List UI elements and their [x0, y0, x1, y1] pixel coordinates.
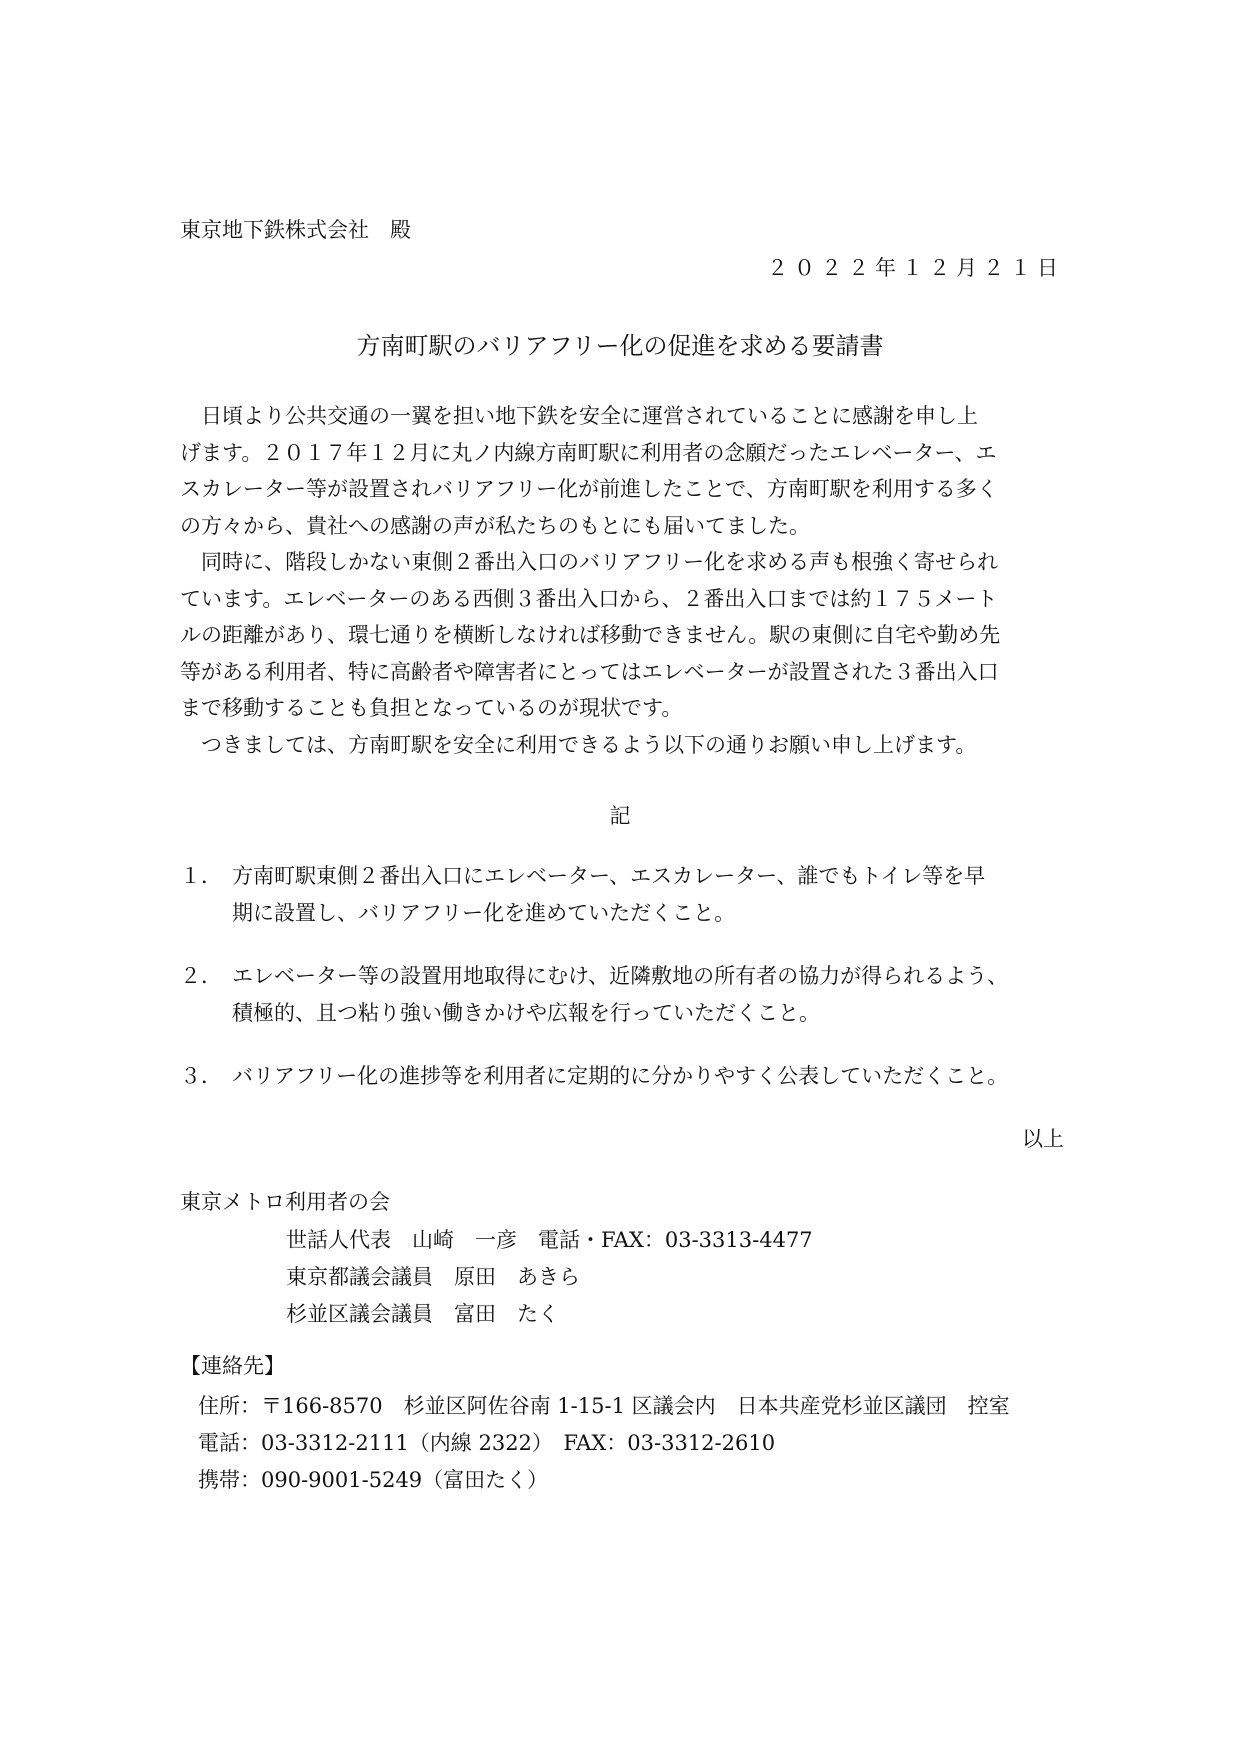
request-item-3	[180, 1058, 1064, 1095]
request-item-2	[180, 958, 1064, 1031]
closing-ijo: 以上	[1022, 1127, 1064, 1151]
item-number: ３．	[180, 1064, 222, 1088]
item-line: エレベーター等の設置用地取得にむけ、近隣敷地の所有者の協力が得られるよう、	[232, 964, 1009, 988]
member-line: 杉並区議会議員 富田 たく	[286, 1302, 559, 1326]
body-line: げます。２０１７年１２月に丸ノ内線方南町駅に利用者の念願だったエレベーター、エ	[180, 440, 997, 465]
ki-heading: 記	[609, 804, 631, 828]
contact-info	[198, 1388, 1010, 1499]
request-items	[180, 858, 1064, 1122]
item-line: バリアフリー化の進捗等を利用者に定期的に分かりやすく公表していただくこと。	[232, 1064, 1009, 1088]
contact-mobile: 携帯：090-9001-5249（富田たく）	[198, 1468, 549, 1492]
request-item-1	[180, 858, 1064, 931]
body-line: ルの距離があり、環七通りを横断しなければ移動できません。駅の東側に自宅や勤め先	[180, 623, 1001, 647]
document-date: ２０２２年１２月２１日	[767, 256, 1064, 280]
member-list	[286, 1222, 813, 1333]
addressee: 東京地下鉄株式会社 殿	[180, 218, 411, 242]
contact-heading: 【連絡先】	[180, 1354, 285, 1378]
body-text	[180, 398, 1064, 763]
member-line: 世話人代表 山崎 一彦 電話・FAX：03-3313-4477	[286, 1228, 813, 1252]
contact-phone: 電話：03-3312-2111（内線 2322） FAX：03-3312-2610	[198, 1431, 776, 1455]
body-line: まで移動することも負担となっているのが現状です。	[180, 696, 683, 720]
organization-name: 東京メトロ利用者の会	[180, 1190, 390, 1214]
body-line: つきましては、方南町駅を安全に利用できるよう以下の通りお願い申し上げます。	[180, 732, 977, 757]
item-number: １．	[180, 864, 222, 888]
body-line: 同時に、階段しかない東側２番出入口のバリアフリー化を求める声も根強く寄せられ	[180, 550, 999, 574]
body-line: ています。エレベーターのある西側３番出入口から、２番出入口までは約１７５メート	[180, 586, 998, 611]
body-line: 等がある利用者、特に高齢者や障害者にとってはエレベーターが設置された３番出入口	[180, 659, 999, 684]
body-line: の方々から、貴社への感謝の声が私たちのもとにも届いてました。	[180, 513, 810, 538]
document-title: 方南町駅のバリアフリー化の促進を求める要請書	[356, 332, 884, 360]
item-number: ２．	[180, 964, 222, 988]
body-line: 日頃より公共交通の一翼を担い地下鉄を安全に運営されていることに感謝を申し上	[180, 404, 978, 428]
contact-address: 住所：〒166-8570 杉並区阿佐谷南 1-15-1 区議会内 日本共産党杉並区議団 控室	[198, 1394, 1010, 1418]
body-line: スカレーター等が設置されバリアフリー化が前進したことで、方南町駅を利用する多く	[180, 477, 998, 501]
item-line: 方南町駅東側２番出入口にエレベーター、エスカレーター、誰でもトイレ等を早	[232, 864, 986, 888]
item-line: 期に設置し、バリアフリー化を進めていただくこと。	[232, 900, 736, 925]
member-line: 東京都議会議員 原田 あきら	[286, 1265, 580, 1289]
item-line: 積極的、且つ粘り強い働きかけや広報を行っていただくこと。	[232, 1000, 820, 1025]
